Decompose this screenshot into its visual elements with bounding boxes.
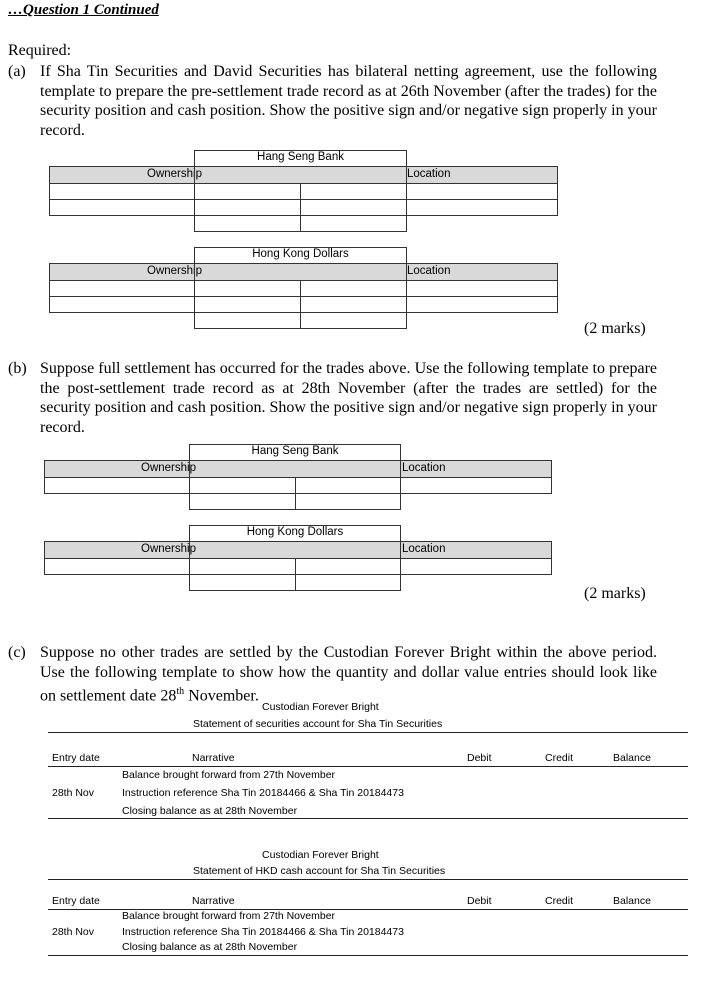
- row-instruction-reference: Instruction reference Sha Tin 20184466 & Sha Tin 20184473: [122, 926, 404, 938]
- grid-divider: [400, 541, 401, 591]
- ownership-label: Ownership: [141, 462, 196, 474]
- part-a-question: [8, 62, 657, 140]
- statement-header-rule: [48, 766, 688, 767]
- ownership-location-header: [49, 166, 558, 184]
- col-debit: Debit: [467, 895, 492, 907]
- row-balance-forward: Balance brought forward from 27th November: [122, 769, 336, 781]
- grid-divider: [406, 166, 407, 232]
- cash-row-2: [49, 296, 558, 313]
- row-closing-balance: Closing balance as at 28th November: [122, 805, 298, 817]
- row-balance-forward: Balance brought forward from 27th November: [122, 910, 336, 922]
- part-c-superscript: th: [176, 686, 185, 697]
- required-heading: Required:: [8, 42, 72, 59]
- grid-divider: [295, 477, 296, 510]
- col-credit: Credit: [545, 752, 574, 764]
- part-a-marks: (2 marks): [584, 320, 646, 337]
- part-c-label: (c): [8, 644, 26, 661]
- grid-divider: [400, 460, 401, 510]
- statement-bottom-rule: [48, 818, 688, 819]
- part-b-text: Suppose full settlement has occurred for the trades above. Use the following template to prepare the post-settlement trade record as at 28th November (after the trades are settled) for the security position and cash position. Show the positive sign and/or negative sign properly in your record.: [40, 360, 657, 436]
- part-a-text: If Sha Tin Securities and David Securities has bilateral netting agreement, use the following template to prepare the pre-settlement trade record as at 26th November (after the trades) for the security position and cash position. Show the positive sign and/or negative sign properly in your record.: [40, 63, 657, 139]
- ownership-label: Ownership: [147, 168, 202, 180]
- col-balance: Balance: [613, 752, 651, 764]
- ownership-location-header: [44, 460, 552, 478]
- cash-title: Hong Kong Dollars: [252, 248, 349, 260]
- statement-top-rule: [48, 879, 688, 880]
- ownership-label: Ownership: [147, 265, 202, 277]
- part-b-question: [8, 359, 657, 437]
- location-label: Location: [407, 168, 451, 180]
- cash-row-1: [44, 558, 552, 575]
- col-entry-date: Entry date: [52, 752, 100, 764]
- security-row-1: [44, 477, 552, 494]
- col-credit: Credit: [545, 895, 574, 907]
- statement-title: Statement of securities account for Sha Tin Securities: [193, 718, 443, 730]
- part-c-text: Suppose no other trades are settled by the Custodian Forever Bright within the above period. Use the following template to show how the quantity and dollar value entries should look like on settlement date 28: [40, 644, 657, 705]
- statement-top-rule: [48, 732, 688, 733]
- ownership-location-header: [49, 263, 558, 281]
- grid-divider: [300, 280, 301, 329]
- part-b-label: (b): [8, 360, 27, 377]
- security-title: Hang Seng Bank: [251, 445, 339, 457]
- col-entry-date: Entry date: [52, 895, 100, 907]
- col-narrative: Narrative: [192, 895, 235, 907]
- grid-divider: [189, 460, 190, 510]
- statement-title: Statement of HKD cash account for Sha Tin Securities: [193, 865, 446, 877]
- ownership-location-header: [44, 541, 552, 559]
- ownership-label: Ownership: [141, 543, 196, 555]
- location-label: Location: [402, 543, 446, 555]
- part-c-text-end: November.: [184, 687, 259, 705]
- col-narrative: Narrative: [192, 752, 235, 764]
- col-debit: Debit: [467, 752, 492, 764]
- row-closing-balance: Closing balance as at 28th November: [122, 941, 298, 953]
- custodian-name: Custodian Forever Bright: [262, 849, 379, 861]
- location-label: Location: [402, 462, 446, 474]
- location-label: Location: [407, 265, 451, 277]
- col-balance: Balance: [613, 895, 651, 907]
- part-b-marks: (2 marks): [584, 585, 646, 602]
- grid-divider: [295, 558, 296, 591]
- security-title: Hang Seng Bank: [257, 151, 344, 163]
- security-row-2: [49, 199, 558, 216]
- row-entry-date: 28th Nov: [52, 787, 95, 799]
- row-entry-date: 28th Nov: [52, 926, 95, 938]
- cash-row-1: [49, 280, 558, 297]
- grid-divider: [189, 541, 190, 591]
- grid-divider: [194, 166, 195, 232]
- section-header: …Question 1 Continued: [8, 2, 159, 18]
- row-instruction-reference: Instruction reference Sha Tin 20184466 & Sha Tin 20184473: [122, 787, 404, 799]
- cash-title: Hong Kong Dollars: [246, 526, 344, 538]
- grid-divider: [194, 263, 195, 329]
- part-a-label: (a): [8, 63, 26, 80]
- grid-divider: [300, 183, 301, 232]
- part-c-question: [8, 643, 657, 706]
- custodian-name: Custodian Forever Bright: [262, 701, 379, 713]
- security-row-1: [49, 183, 558, 200]
- statement-bottom-rule: [48, 955, 688, 956]
- grid-divider: [406, 263, 407, 329]
